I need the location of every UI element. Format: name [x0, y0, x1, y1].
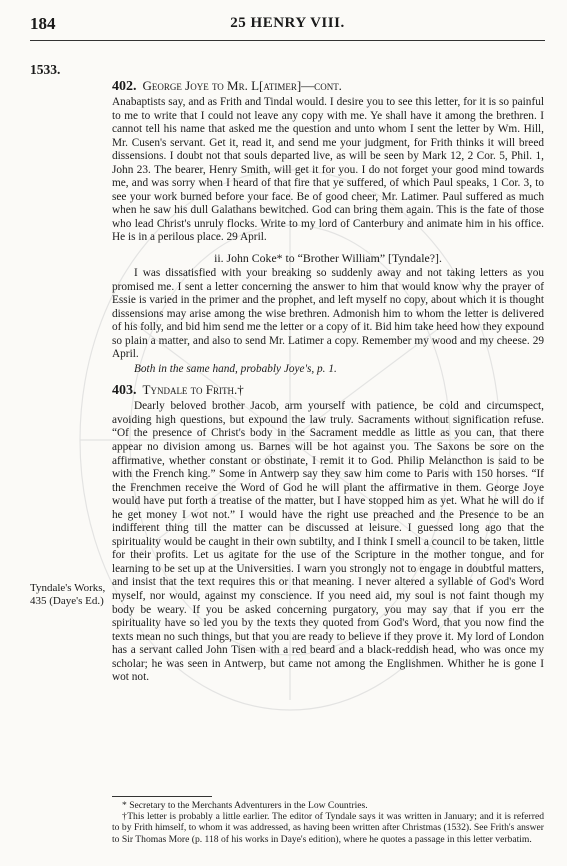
page-header [30, 14, 545, 40]
footnotes [112, 800, 544, 845]
header-rule [30, 40, 545, 41]
running-head: 25 HENRY VIII. [230, 15, 345, 31]
entry-402-title: George Joye to Mr. L[atimer]—cont. [142, 78, 342, 93]
page-number: 184 [30, 14, 56, 33]
margin-year: 1533. [30, 62, 61, 77]
subentry-ii-note: Both in the same hand, probably Joye's, p. 1. [134, 362, 337, 375]
subentry-ii-text: I was dissatisfied with your breaking so suddenly away and not taking letters as you promised me. I sent a letter concerning the answer to him that would know why the prayer of Essie is varied in the primer and the prophet, and left myself no copy, about which it is thought dissensions may arise among the wise brethren. Admonish him to whom the letter is delivered of his folly, and bid him send me the letter or a copy of it. Bid him take heed how they expound so plain a matter, and also to send Mr. Latimer a copy. Remember my wood and my cheese. 29 April. [112, 267, 544, 361]
footnote-rule [112, 796, 212, 797]
subentry-ii-heading: ii. John Coke* to “Brother William” [Tyndale?]. [214, 251, 442, 266]
entry-403-title: Tyndale to Frith.† [142, 382, 244, 398]
entry-402-text: Anabaptists say, and as Frith and Tindal would. I desire you to see this letter, for it is so painful to me to write that I could not leave any copy with me. Ye shall have it among the brethren. I cannot tell his name that asked me the question and unto whom I sent the letter by Wm. Hill, Mr. Cusen's servant. Get it, read it, and send me your judgment, for Frith thinks it will breed dissensions. I doubt not that souls departed live, as will be seen by Mark 12, 2 Cor. 5, Phil. 1, John 23. The bearer, Henry Smith, will get it for you. I do not forget your good mind towards me, and was sorry when I heard of that fire that ye suffered, of which Paul speaks, 1 Cor. 3, to see your work burned before your face. Be of good cheer, Mr. Latimer. Paul suffered as much when he saw his dull Galathans bewitched. God can bring them again. This is the fate of those who lead Christ's unruly flocks. Write to my lord of Canterbury and animate him in his office. He is in a perilous place. 29 April. [112, 96, 544, 244]
entry-403-text: Dearly beloved brother Jacob, arm yourself with patience, be cold and circumspect, avoiding high questions, but expound the law truly. Sacraments without signification refuse. “Of the presence of Christ's body in the Sacrament meddle as little as you can, that there appear no division among us. Barnes will be hot against you. The Saxons be sore on the affirmative, whether constant or obstinate, I remit it to God. Philip Melancthon is said to be with the French king.” Some in Antwerp say they saw him come to Paris with 150 horses. “If the Frenchmen receive the Word of God he will plant the affirmative in them. George Joye would have put forth a treatise of the matter, but I have stopped him as yet. What he will do if he get money I wot not.” I would have the right use preached and the Presence to be an indifferent thing till the matter can be discussed at leisure. I guessed long ago that the spirituality would be caught in their own subtilty, and I think I smell a council to be taken, little for their profits. Let us agitate for the use of the Scripture in the mother tongue, and for learning to be set up at the Universities. I warn you strongly not to engage in doubtful matters, and insist that the text requires this or that meaning. I never altered a syllable of God's Word myself, nor would, against my conscience. If you need aid, my soul is not faint though my body be weary. If you be asked concerning purgatory, you may say that if you err the spirituality have so led you by the texts they quoted from God's Word, that you now find the texts mean no such things, but that you are ready to believe if they prove it. My lord of London has a servant called John Tisen with a red beard and a black-reddish head, who was once my scholar; he was seen in Antwerp, but came not among the Englishmen. Whither he is gone I wot not. [112, 400, 544, 684]
entry-402-number: 402. [112, 79, 137, 94]
footnote-1: * Secretary to the Merchants Adventurers in the Low Countries. [122, 800, 368, 811]
margin-note: Tyndale's Works, 435 (Daye's Ed.) [30, 582, 106, 607]
entry-403-heading [112, 382, 544, 399]
main-column [112, 78, 544, 685]
footnote-2: †This letter is probably a little earlier. The editor of Tyndale says it was written in January; and it is referred to by Frith himself, to whom it was addressed, as having been written after Christmas (1532). See Frith's answer to Sir Thomas More (p. 118 of his works in Daye's edition), where he quotes a passage in this letter verbatim. [112, 811, 544, 845]
entry-402-heading [112, 78, 544, 95]
entry-403-number: 403. [112, 383, 137, 399]
